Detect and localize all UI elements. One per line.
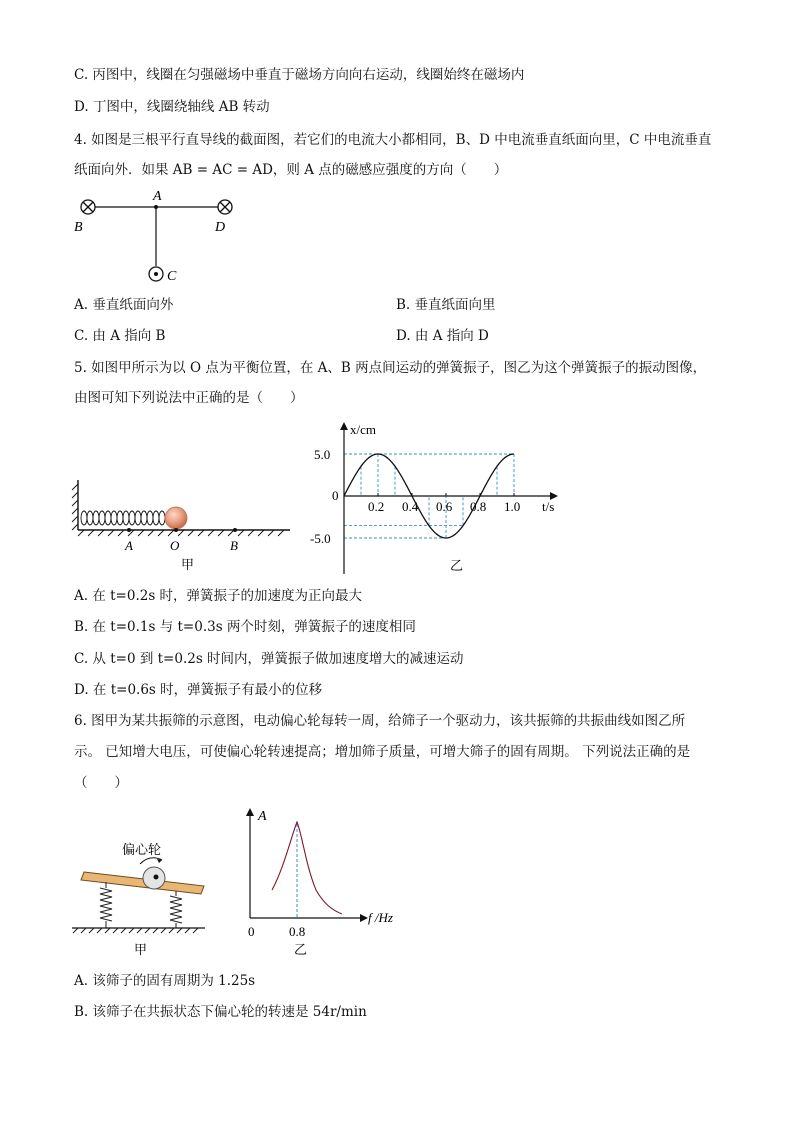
q6-origin: 0 [248, 924, 255, 939]
q6-stem-line3: （ ） [74, 775, 128, 791]
y-tick-label: 5.0 [314, 447, 331, 462]
q4-stem-line1: 4. 如图是三根平行直导线的截面图，若它们的电流大小都相同，B、D 中电流垂直纸面向里，C 中电流垂直 [74, 132, 712, 148]
x-tick-label: 0.6 [436, 499, 453, 514]
q5-option-b: B. 在 t=0.1s 与 t=0.3s 两个时刻，弹簧振子的速度相同 [74, 619, 416, 635]
q5-option-c: C. 从 t=0 到 t=0.2s 时间内，弹簧振子做加速度增大的减速运动 [74, 651, 464, 667]
q6-wheel-label: 偏心轮 [122, 842, 162, 857]
q6-xlabel: f /Hz [368, 910, 393, 925]
q6-stem-line1: 6. 图甲为某共振筛的示意图，电动偏心轮每转一周，给筛子一个驱动力，该共振筛的共振曲线如图乙所 [74, 713, 686, 729]
x-tick-label: 0.2 [368, 499, 385, 514]
q4-stem-line2: 纸面向外．如果 AB = AC = AD，则 A 点的磁感应强度的方向（ ） [74, 162, 508, 178]
q6-option-b: B. 该筛子在共振状态下偏心轮的转速是 54r/min [74, 1004, 367, 1020]
q4-option-a: A. 垂直纸面向外 [74, 297, 174, 313]
q5-vibration-graph [308, 418, 570, 576]
x-tick-label: 1.0 [504, 499, 521, 514]
left-spring-icon [100, 882, 112, 928]
q5-label-a: A [125, 538, 133, 553]
q3-option-d: D. 丁图中，线圈绕轴线 AB 转动 [74, 99, 270, 115]
q5-xlabel: t/s [542, 499, 555, 514]
q5-option-d: D. 在 t=0.6s 时，弹簧振子有最小的位移 [74, 682, 323, 698]
spring-icon [81, 511, 165, 525]
q5-label-b: B [230, 538, 238, 553]
wire-d-into-page-icon [218, 200, 232, 214]
q5-spring-oscillator-figure [70, 476, 295, 572]
q6-caption-yi: 乙 [294, 942, 308, 957]
q4-wire-figure [68, 186, 218, 286]
q4-label-d: D [215, 220, 226, 235]
x-tick-label: 0.4 [402, 499, 419, 514]
q5-caption-jia: 甲 [181, 557, 195, 572]
right-spring-icon [170, 891, 182, 928]
q4-option-c: C. 由 A 指向 B [74, 328, 166, 344]
x-tick-label: 0.8 [470, 499, 487, 514]
q6-peak-tick: 0.8 [289, 924, 306, 939]
q4-option-b: B. 垂直纸面向里 [396, 297, 496, 313]
q6-option-a: A. 该筛子的固有周期为 1.25s [74, 973, 256, 989]
q6-caption-jia: 甲 [134, 942, 148, 957]
q5-ylabel: x/cm [350, 422, 376, 437]
q4-label-b: B [74, 220, 83, 235]
q4-label-a: A [153, 189, 162, 204]
resonance-curve [272, 822, 342, 914]
q6-resonance-sieve-figure [70, 836, 215, 958]
q5-caption-yi: 乙 [450, 558, 464, 573]
q5-option-a: A. 在 t=0.2s 时，弹簧振子的加速度为正向最大 [74, 588, 363, 604]
q5-label-o: O [170, 538, 180, 553]
q6-resonance-curve-figure [238, 804, 408, 960]
q4-wire-d-figure [210, 196, 240, 240]
q4-label-c: C [167, 269, 177, 284]
wire-b-into-page-icon [81, 200, 95, 214]
q6-stem-line2: 示。 已知增大电压，可使偏心轮转速提高；增加筛子质量，可增大筛子的固有周期。 下列说法正确的是 [74, 744, 691, 760]
q5-stem-line2: 由图可知下列说法中正确的是（ ） [74, 390, 304, 406]
y-tick-label: -5.0 [310, 531, 331, 546]
q3-option-c: C. 丙图中，线圈在匀强磁场中垂直于磁场方向向右运动，线圈始终在磁场内 [74, 67, 525, 83]
q6-ylabel: A [258, 809, 267, 824]
q5-origin-label: 0 [332, 488, 339, 503]
oscillator-ball-icon [165, 507, 187, 529]
q5-stem-line1: 5. 如图甲所示为以 O 点为平衡位置，在 A、B 两点间运动的弹簧振子，图乙为这个弹簧振子的振动图像， [74, 360, 707, 376]
q4-option-d: D. 由 A 指向 D [396, 328, 489, 344]
